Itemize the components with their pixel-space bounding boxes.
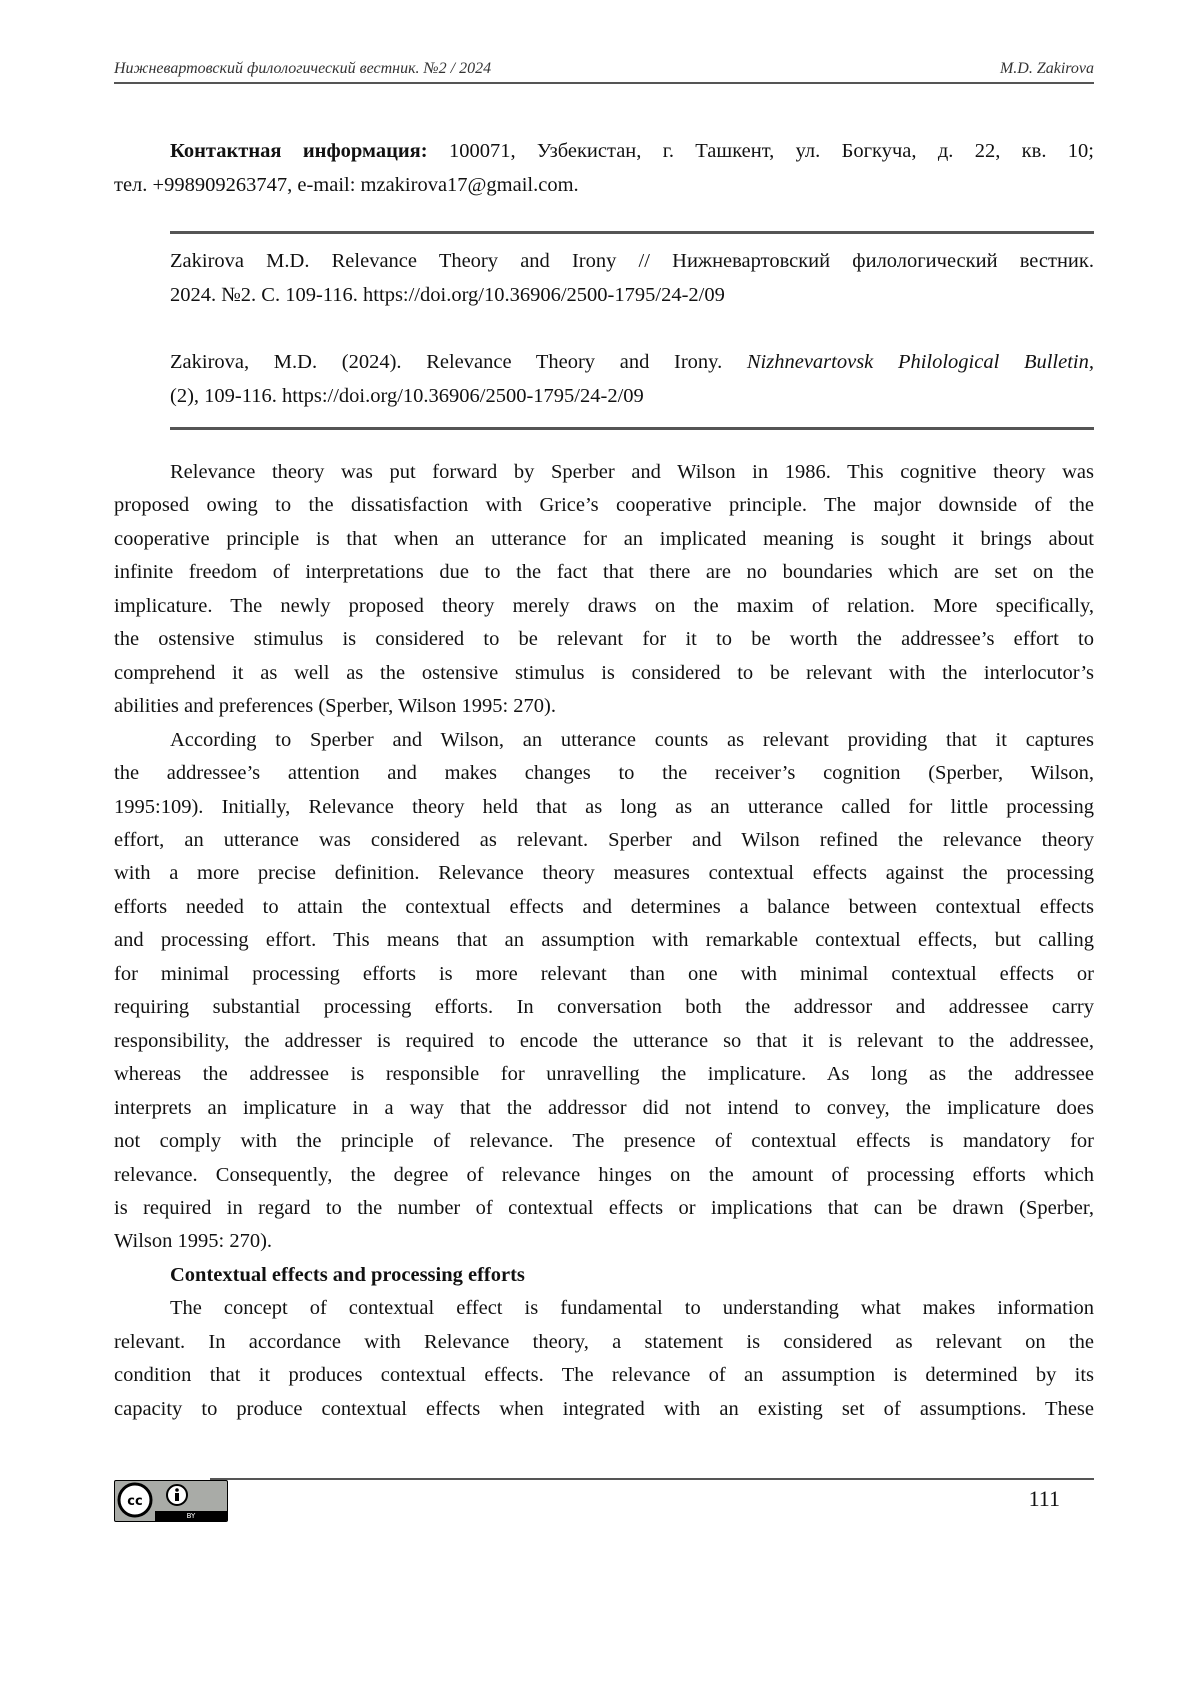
citation-en-journal: Nizhnevartovsk Philological Bulletin, — [747, 351, 1094, 373]
citation-box — [170, 231, 1094, 430]
paragraph-line: condition that it produces contextual effects. The relevance of an assumption is determined by its — [114, 1359, 1094, 1392]
paragraph-line: interprets an implicature in a way that the addressor did not intend to convey, the implicature does — [114, 1092, 1094, 1125]
paragraph-line: abilities and preferences (Sperber, Wilson 1995: 270). — [114, 690, 1094, 723]
paragraph-line: capacity to produce contextual effects when integrated with an existing set of assumptions. These — [114, 1393, 1094, 1426]
paragraph-line: relevance. Consequently, the degree of relevance hinges on the amount of processing efforts which — [114, 1159, 1094, 1192]
paragraph-line: efforts needed to attain the contextual effects and determines a balance between contextual effects — [114, 891, 1094, 924]
paragraph-line: effort, an utterance was considered as relevant. Sperber and Wilson refined the relevance theory — [114, 824, 1094, 857]
contact-label: Контактная информация: — [170, 140, 428, 162]
cc-by-label: BY — [155, 1511, 227, 1521]
section-heading: Contextual effects and processing efforts — [114, 1259, 1094, 1292]
page-number: 111 — [1029, 1486, 1060, 1512]
paragraph-line: Wilson 1995: 270). — [114, 1225, 1094, 1258]
paragraph-line: implicature. The newly proposed theory merely draws on the maxim of relation. More specifically, — [114, 590, 1094, 623]
paragraph-line: requiring substantial processing efforts. In conversation both the addressor and addressee carry — [114, 991, 1094, 1024]
paragraph-line: whereas the addressee is responsible for unravelling the implicature. As long as the addressee — [114, 1058, 1094, 1091]
citation-en-line2: (2), 109-116. https://doi.org/10.36906/2500-1795/24-2/09 — [170, 379, 1094, 413]
svg-text:cc: cc — [127, 1494, 142, 1509]
cc-by-license-logo — [114, 1480, 228, 1522]
header-author: M.D. Zakirova — [1000, 60, 1094, 78]
paragraph-line: infinite freedom of interpretations due to the fact that there are no boundaries which are set on the — [114, 556, 1094, 589]
article-body — [114, 456, 1094, 1426]
contact-phone-email: тел. +998909263747, e-mail: mzakirova17@gmail.com. — [114, 168, 1094, 202]
contact-info — [114, 134, 1094, 202]
paragraph-line: responsibility, the addresser is required to encode the utterance so that it is relevant to the addressee, — [114, 1025, 1094, 1058]
paragraph — [114, 724, 1094, 1259]
paragraph-line: with a more precise definition. Relevance theory measures contextual effects against the processing — [114, 857, 1094, 890]
paragraph-line: The concept of contextual effect is fundamental to understanding what makes information — [114, 1292, 1094, 1325]
paragraph-line: is required in regard to the number of contextual effects or implications that can be drawn (Sperber, — [114, 1192, 1094, 1225]
footer-rule — [210, 1478, 1094, 1480]
paragraph-line: and processing effort. This means that an assumption with remarkable contextual effects, but calling — [114, 924, 1094, 957]
citation-ru-line1: Zakirova M.D. Relevance Theory and Irony // Нижневартовский филологический вестник. — [170, 244, 1094, 278]
paragraph — [114, 456, 1094, 724]
paragraph-line: not comply with the principle of relevance. The presence of contextual effects is mandatory for — [114, 1125, 1094, 1158]
paragraph-line: the addressee’s attention and makes changes to the receiver’s cognition (Sperber, Wilson, — [114, 757, 1094, 790]
paragraph-line: for minimal processing efforts is more relevant than one with minimal contextual effects or — [114, 958, 1094, 991]
paragraph-line: cooperative principle is that when an utterance for an implicated meaning is sought it brings about — [114, 523, 1094, 556]
paragraph-line: comprehend it as well as the ostensive stimulus is considered to be relevant with the interlocutor’s — [114, 657, 1094, 690]
citation-en-text: Zakirova, M.D. (2024). Relevance Theory and Irony. — [170, 351, 747, 373]
journal-title: Нижневартовский филологический вестник. №2 / 2024 — [114, 60, 491, 78]
paragraph-line: 1995:109). Initially, Relevance theory held that as long as an utterance called for little processing — [114, 791, 1094, 824]
paragraph-line: According to Sperber and Wilson, an utterance counts as relevant providing that it captures — [114, 724, 1094, 757]
citation-ru-line2: 2024. №2. С. 109-116. https://doi.org/10.36906/2500-1795/24-2/09 — [170, 278, 1094, 312]
running-header — [114, 60, 1094, 84]
paragraph-line: the ostensive stimulus is considered to be relevant for it to be worth the addressee’s effort to — [114, 623, 1094, 656]
paragraph-line: proposed owing to the dissatisfaction with Grice’s cooperative principle. The major downside of the — [114, 489, 1094, 522]
paragraph-line: Relevance theory was put forward by Sperber and Wilson in 1986. This cognitive theory was — [114, 456, 1094, 489]
paragraph — [114, 1292, 1094, 1426]
contact-address: 100071, Узбекистан, г. Ташкент, ул. Богкуча, д. 22, кв. 10; — [428, 140, 1094, 162]
paragraph-line: relevant. In accordance with Relevance theory, a statement is considered as relevant on the — [114, 1326, 1094, 1359]
